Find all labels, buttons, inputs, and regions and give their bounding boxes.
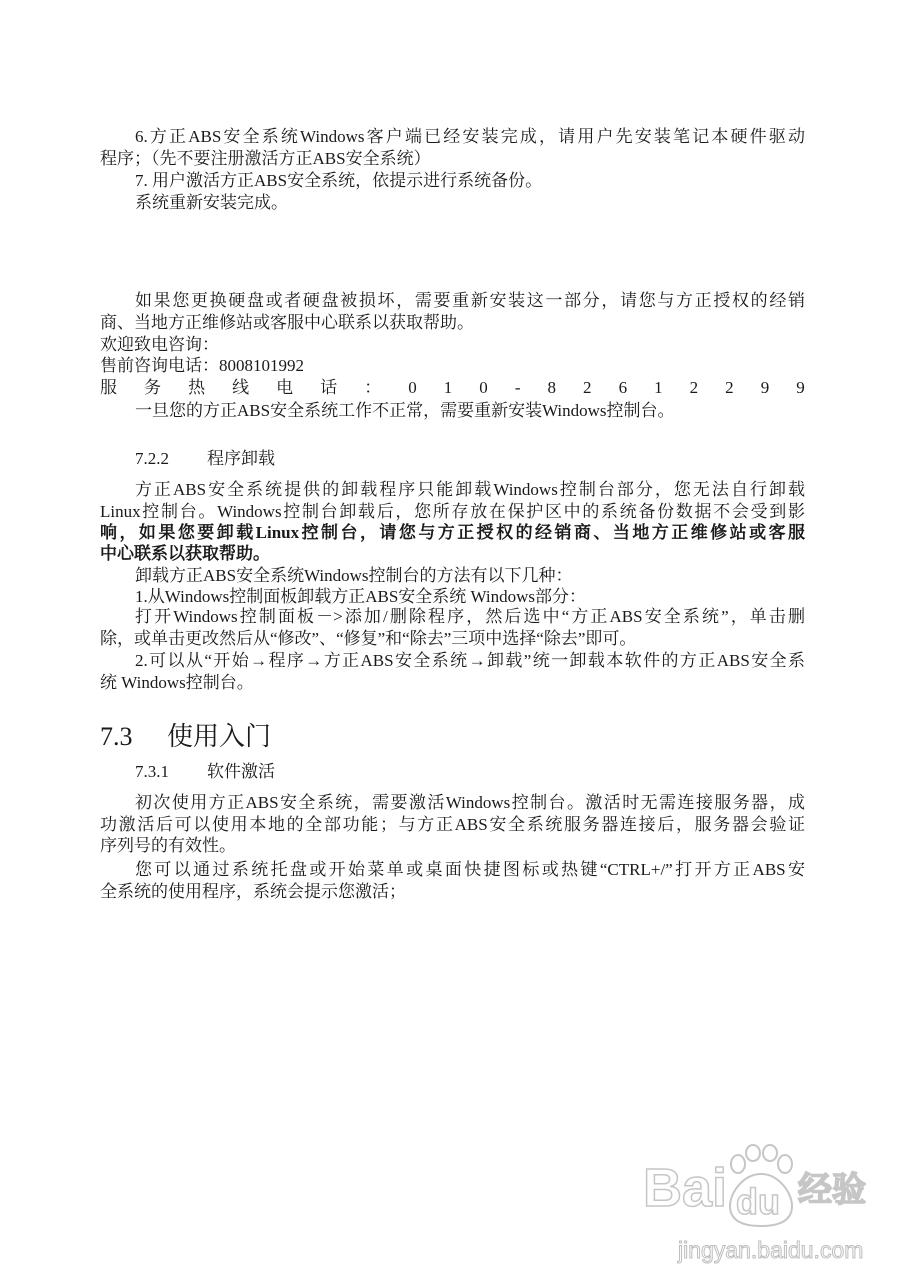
paragraph-line-bold: 中心联系以获取帮助。	[100, 544, 270, 563]
hotline-char: 8	[547, 378, 557, 397]
hotline-char: 服	[100, 378, 117, 397]
support-welcome: 欢迎致电咨询：	[100, 335, 219, 354]
paragraph-line: 方正ABS安全系统提供的卸载程序只能卸载Windows控制台部分，您无法自行卸载	[135, 480, 805, 499]
watermark-url: jingyan.baidu.com	[678, 1237, 864, 1263]
install-step6-line2: 程序；（先不要注册激活方正ABS安全系统）	[100, 149, 431, 168]
install-step7: 7. 用户激活方正ABS安全系统，依提示进行系统备份。	[135, 171, 543, 190]
hotline-char: 电	[276, 378, 294, 397]
watermark-brand-cn: 经验	[798, 1171, 866, 1209]
paragraph-line: 除，或单击更改然后从“修改”、“修复”和“除去”三项中选择“除去”即可。	[100, 629, 637, 648]
section-number: 7.3.1	[135, 762, 169, 781]
watermark-brand-right: du	[736, 1181, 780, 1222]
support-line2: 商、当地方正维修站或客服中心联系以获取帮助。	[100, 313, 474, 332]
paragraph-line: 您可以通过系统托盘或开始菜单或桌面快捷图标或热键“CTRL+/”打开方正ABS安	[135, 860, 805, 879]
paragraph-line: 统 Windows控制台。	[100, 673, 254, 692]
paragraph-line: 初次使用方正ABS安全系统，需要激活Windows控制台。激活时无需连接服务器，成	[135, 793, 805, 812]
hotline-char: ：	[364, 378, 382, 397]
hotline-char: 务	[144, 378, 162, 397]
section-title: 软件激活	[207, 762, 275, 781]
section-number: 7.2.2	[135, 449, 169, 468]
hotline-char: 2	[583, 378, 592, 397]
paragraph-line: 全系统的使用程序，系统会提示您激活；	[100, 882, 406, 901]
section-heading-activation	[135, 761, 275, 783]
chapter-title: 使用入门	[167, 722, 272, 751]
hotline-char: 6	[618, 378, 628, 397]
paragraph-line: 1.从Windows控制面板卸载方正ABS安全系统 Windows部分：	[135, 587, 587, 606]
hotline-char: 1	[654, 378, 663, 397]
paragraph-line-bold: 响，如果您要卸载Linux控制台，请您与方正授权的经销商、当地方正维修站或客服	[100, 523, 805, 542]
paragraph-line: 2.可以从“开始→程序→方正ABS安全系统→卸载”统一卸载本软件的方正ABS安全系	[135, 651, 805, 670]
hotline-char: 话	[320, 378, 338, 397]
hotline-char: 0	[408, 378, 417, 397]
watermark-brand-left: Bai	[643, 1158, 728, 1218]
paragraph-line: 功激活后可以使用本地的全部功能；与方正ABS安全系统服务器连接后，服务器会验证	[100, 815, 805, 834]
install-done: 系统重新安装完成。	[135, 193, 288, 212]
reinstall-note: 一旦您的方正ABS安全系统工作不正常，需要重新安装Windows控制台。	[135, 401, 675, 420]
hotline-phone	[100, 377, 805, 399]
hotline-char: 热	[188, 378, 206, 397]
hotline-char: -	[514, 378, 521, 397]
section-title: 程序卸载	[207, 449, 275, 468]
presales-phone: 售前咨询电话：8008101992	[100, 356, 304, 375]
paragraph-line: 打开Windows控制面板－>添加/删除程序，然后选中“方正ABS安全系统”，单击删	[135, 607, 805, 626]
chapter-heading-getting-started	[100, 721, 271, 753]
hotline-char: 2	[725, 378, 734, 397]
chapter-number: 7.3	[100, 722, 133, 751]
hotline-char: 2	[689, 378, 699, 397]
install-step6-line1: 6.方正ABS安全系统Windows客户端已经安装完成，请用户先安装笔记本硬件驱动	[135, 127, 805, 146]
paragraph-line: 卸载方正ABS安全系统Windows控制台的方法有以下几种：	[135, 566, 573, 585]
hotline-char: 0	[479, 378, 488, 397]
paragraph-line: Linux控制台。Windows控制台卸载后，您所存放在保护区中的系统备份数据不会受到影	[100, 502, 805, 521]
hotline-char: 9	[760, 378, 770, 397]
section-heading-uninstall	[135, 448, 275, 470]
support-line1: 如果您更换硬盘或者硬盘被损坏，需要重新安装这一部分，请您与方正授权的经销	[135, 291, 805, 310]
paragraph-line: 序列号的有效性。	[100, 836, 236, 855]
hotline-char: 1	[443, 378, 453, 397]
hotline-char: 9	[796, 378, 805, 397]
hotline-char: 线	[232, 378, 250, 397]
